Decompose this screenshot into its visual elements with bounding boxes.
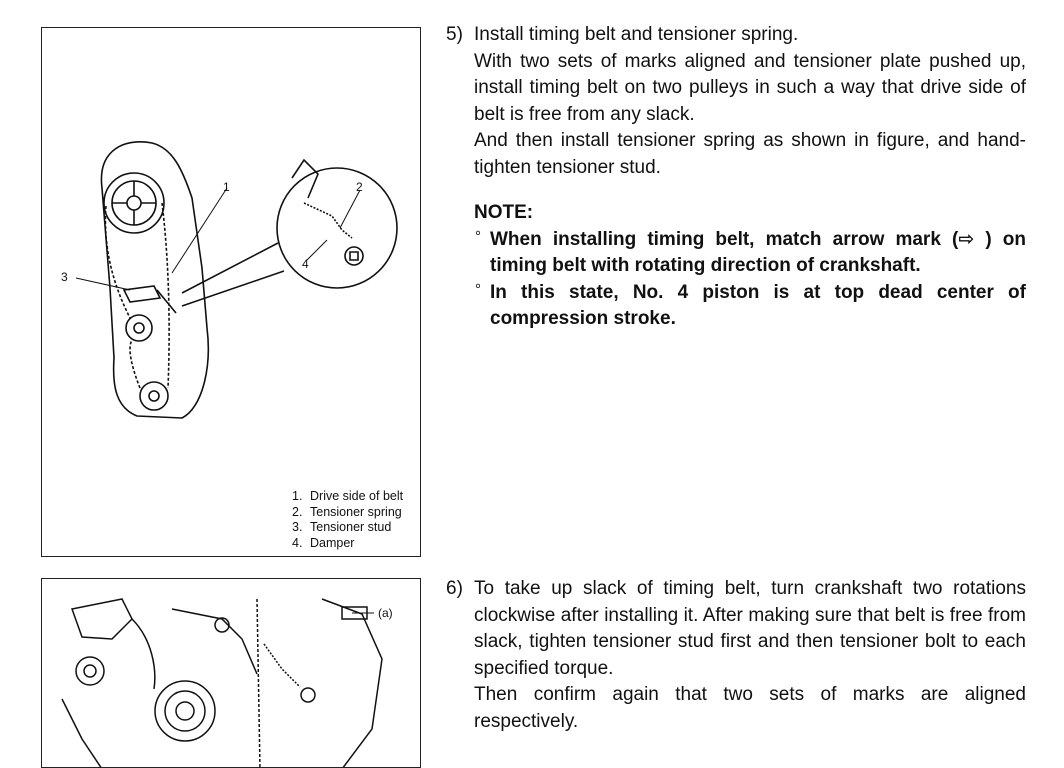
step-paragraph: Then confirm again that two sets of marks are aligned respectively.	[474, 684, 1026, 732]
callout-4: 4	[302, 257, 309, 271]
legend-item: 1. Drive side of belt	[292, 489, 404, 503]
legend-item: 2. Tensioner spring	[292, 504, 402, 519]
step-5	[446, 22, 1026, 182]
step-paragraph: To take up slack of timing belt, turn crankshaft two rotations clockwise after installing it. After making sure that belt is free from slack, tighten tensioner stud first and then tensioner bolt to each specified torque.	[474, 578, 1026, 679]
step-paragraph: With two sets of marks aligned and tensioner plate pushed up, install timing belt on two pulleys in such a way that drive side of belt is free from any slack.	[474, 50, 1026, 125]
legend-item: 3. Tensioner stud	[292, 520, 392, 534]
step-number: 5)	[446, 24, 463, 45]
note-title: NOTE:	[474, 202, 534, 223]
bullet-icon: °	[475, 227, 481, 245]
note-block	[474, 200, 1026, 333]
step-body	[474, 22, 1026, 182]
callout-3: 3	[61, 270, 68, 284]
step-6	[446, 576, 1026, 736]
bullet-icon: °	[475, 280, 481, 298]
timing-belt-figure	[41, 27, 421, 557]
note-item: ° When installing timing belt, match arrow mark (⇨ ) on timing belt with rotating direction of crankshaft.	[474, 227, 1026, 280]
callout-1: 1	[223, 180, 230, 194]
figure-legend	[292, 489, 403, 551]
callout-a: (a)	[378, 606, 393, 620]
note-item: ° In this state, No. 4 piston is at top dead center of compression stroke.	[474, 280, 1026, 333]
note-list	[474, 227, 1026, 333]
step-paragraph: Install timing belt and tensioner spring.	[474, 24, 799, 45]
crankshaft-illustration	[42, 579, 421, 768]
legend-item: 4. Damper	[292, 535, 355, 550]
step-paragraph: And then install tensioner spring as shown in figure, and hand-tighten tensioner stud.	[474, 130, 1026, 178]
timing-belt-illustration	[42, 28, 421, 557]
callout-2: 2	[356, 180, 363, 194]
step-number: 6)	[446, 578, 463, 599]
crankshaft-figure	[41, 578, 421, 768]
step-body	[474, 576, 1026, 736]
